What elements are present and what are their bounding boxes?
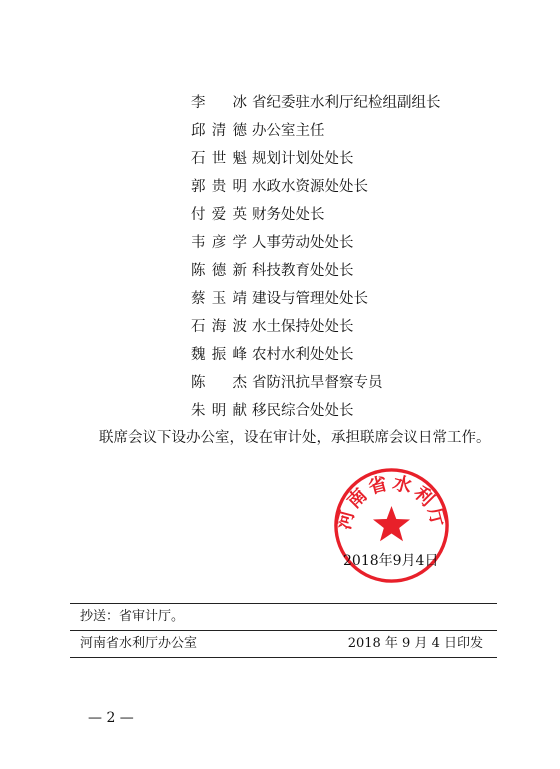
issuer-name: 河南省水利厅办公室 [80, 636, 198, 651]
member-name: 石世魁 [191, 151, 247, 167]
member-role: 水政水资源处处长 [252, 179, 368, 195]
printed-date: 2018 年 9 月 4 日印发 [347, 636, 483, 651]
member-name: 陈德新 [191, 263, 247, 279]
seal-text: 河南省水利厅 [333, 472, 450, 532]
office-statement: 联席会议下设办公室，设在审计处，承担联席会议日常工作。 [99, 430, 491, 446]
member-role: 省纪委驻水利厅纪检组副组长 [252, 95, 441, 111]
footer-bottom-rule [70, 657, 497, 658]
member-role: 科技教育处处长 [252, 263, 354, 279]
member-name: 石海波 [191, 319, 247, 335]
cc-line: 抄送：省审计厅。 [80, 609, 185, 624]
member-role: 移民综合处处长 [252, 403, 354, 419]
footer-mid-rule [70, 630, 497, 631]
member-name: 魏振峰 [191, 347, 247, 363]
member-name: 李 冰 [191, 95, 247, 111]
member-name: 邱清德 [191, 123, 247, 139]
member-role: 省防汛抗旱督察专员 [252, 375, 383, 391]
member-name: 陈 杰 [191, 375, 247, 391]
member-role: 农村水利处处长 [252, 347, 354, 363]
footer-top-rule [70, 603, 497, 604]
member-role: 规划计划处处长 [252, 151, 354, 167]
member-role: 建设与管理处处长 [252, 291, 368, 307]
member-name: 蔡玉靖 [191, 291, 247, 307]
member-name: 朱明献 [191, 403, 247, 419]
member-role: 财务处处长 [252, 207, 325, 223]
signature-date: 2018年9月4日 [343, 553, 439, 569]
member-name: 郭贵明 [191, 179, 247, 195]
member-name: 韦彦学 [191, 235, 247, 251]
seal-star-icon [373, 506, 410, 541]
page-number: — 2 — [88, 710, 134, 726]
member-role: 水土保持处处长 [252, 319, 354, 335]
member-role: 人事劳动处处长 [252, 235, 354, 251]
member-name: 付爱英 [191, 207, 247, 223]
member-role: 办公室主任 [252, 123, 325, 139]
